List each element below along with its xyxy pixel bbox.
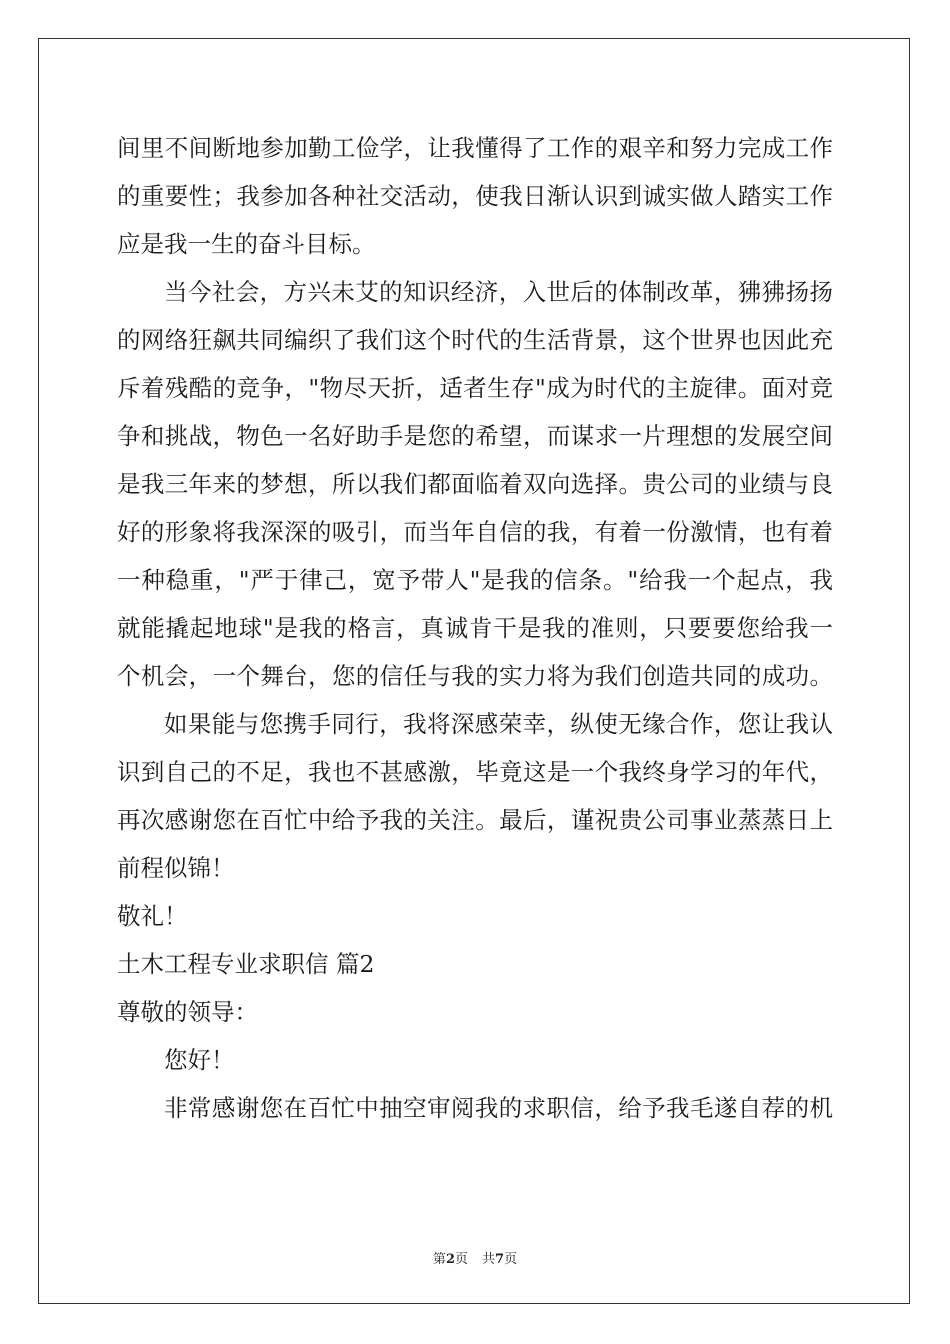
text-line-9: 好的形象将我深深的吸引，而当年自信的我，有着一份激情，也有着 xyxy=(117,518,833,546)
closing-salute: 敬礼！ xyxy=(117,902,188,930)
text-line-3: 应是我一生的奋斗目标。 xyxy=(117,230,376,258)
text-line-5: 的网络狂飙共同编织了我们这个时代的生活背景，这个世界也因此充 xyxy=(117,326,833,354)
text-line-7: 争和挑战，物色一名好助手是您的希望，而谋求一片理想的发展空间 xyxy=(117,422,833,450)
text-line-16: 前程似锦！ xyxy=(117,854,235,882)
text-line-6: 斥着残酷的竞争，"物尽天折，适者生存"成为时代的主旋律。面对竞 xyxy=(117,374,833,402)
total-prefix: 共 xyxy=(482,1252,496,1267)
total-suffix: 页 xyxy=(504,1252,518,1267)
page-footer xyxy=(0,1248,950,1267)
text-line-13: 如果能与您携手同行，我将深感荣幸，纵使无缘合作，您让我认 xyxy=(164,710,833,738)
text-line-1: 间里不间断地参加勤工俭学，让我懂得了工作的艰辛和努力完成工作 xyxy=(117,134,833,162)
text-line-15: 再次感谢您在百忙中给予我的关注。最后，谨祝贵公司事业蒸蒸日上 xyxy=(117,806,833,834)
section-heading: 土木工程专业求职信 篇2 xyxy=(117,950,375,978)
salutation: 尊敬的领导： xyxy=(117,998,258,1026)
text-line-8: 是我三年来的梦想，所以我们都面临着双向选择。贵公司的业绩与良 xyxy=(117,470,833,498)
page-suffix: 页 xyxy=(454,1252,468,1267)
text-line-12: 个机会，一个舞台，您的信任与我的实力将为我们创造共同的成功。 xyxy=(117,662,833,690)
letter-body xyxy=(117,124,833,1132)
text-line-21: 非常感谢您在百忙中抽空审阅我的求职信，给予我毛遂自荐的机 xyxy=(164,1094,833,1122)
text-line-11: 就能撬起地球"是我的格言，真诚肯干是我的准则，只要要您给我一 xyxy=(117,614,833,642)
text-line-2: 的重要性；我参加各种社交活动，使我日渐认识到诚实做人踏实工作 xyxy=(117,182,833,210)
total-page-count: 7 xyxy=(495,1252,505,1267)
text-line-4: 当今社会，方兴未艾的知识经济，入世后的体制改革，狒狒扬扬 xyxy=(164,278,833,306)
page-prefix: 第 xyxy=(432,1252,446,1267)
text-line-10: 一种稳重，"严于律己，宽予带人"是我的信条。"给我一个起点，我 xyxy=(117,566,833,594)
greeting: 您好！ xyxy=(164,1046,235,1074)
current-page-number: 2 xyxy=(445,1252,455,1267)
text-line-14: 识到自己的不足，我也不甚感激，毕竟这是一个我终身学习的年代， xyxy=(117,758,833,786)
